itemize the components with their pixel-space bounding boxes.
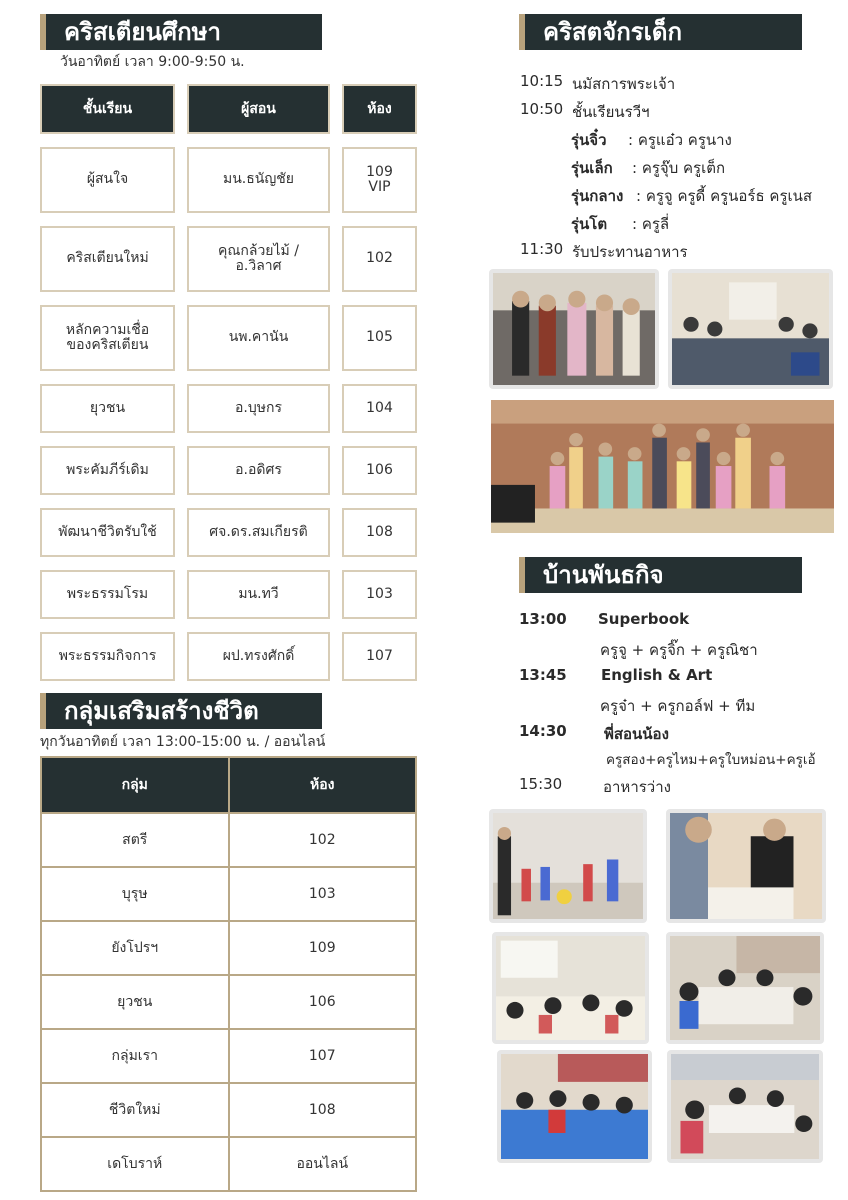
group-cell: ชีวิตใหม่ — [108, 1102, 161, 1118]
mission-photo-5 — [497, 1050, 652, 1163]
table-row — [42, 974, 415, 1028]
kids-lunch-text: รับประทานอาหาร — [572, 243, 688, 261]
class-cell: ผู้สนใจ — [40, 147, 175, 213]
room-cell: 102 — [342, 226, 417, 292]
kids-lunch-time: 11:30 — [520, 240, 564, 258]
table-row — [42, 866, 415, 920]
room-cell: 105 — [342, 305, 417, 371]
group-name: รุ่นเล็ก — [571, 159, 613, 177]
mission-photo-1 — [489, 809, 647, 923]
table-row — [42, 920, 415, 974]
mission-photo-6 — [667, 1050, 823, 1163]
teacher-cell: อ.บุษกร — [187, 384, 330, 433]
group-teachers: : ครูจู ครูดี้ ครูนอร์ธ ครูเนส — [636, 187, 813, 205]
group-cell: ยุวชน — [117, 994, 153, 1010]
teacher-cell: นพ.คานัน — [187, 305, 330, 371]
mission-activity: พี่สอนน้อง — [604, 725, 669, 743]
room-cell: 106 — [228, 976, 416, 1028]
teacher-cell: ผป.ทรงศักดิ์ — [187, 632, 330, 681]
class-cell: หลักความเชื่อ ของคริสเตียน — [40, 305, 175, 371]
group-teachers: : ครูจุ๊บ ครูเต็ก — [632, 159, 726, 177]
header-teacher: ผู้สอน — [187, 84, 330, 134]
mission-people: ครูสอง+ครูไหม+ครูใบหม่อน+ครูเอ้ — [606, 752, 816, 768]
class-cell: พระธรรมกิจการ — [40, 632, 175, 681]
teacher-cell: อ.อดิศร — [187, 446, 330, 495]
mission-activity: Superbook — [598, 610, 690, 628]
group-name: รุ่นโต — [571, 215, 608, 233]
teacher-cell: มน.ทวี — [187, 570, 330, 619]
room-cell: 109 — [228, 922, 416, 974]
mission-photo-2 — [666, 809, 826, 923]
mission-activity: อาหารว่าง — [603, 778, 671, 796]
table-header-row — [42, 758, 415, 812]
mission-photo-3 — [492, 932, 649, 1044]
teacher-cell: คุณกล้วยไม้ / อ.วิลาศ — [187, 226, 330, 292]
mission-time: 13:45 — [519, 666, 567, 684]
mission-people: ครูจู + ครูจิ๊ก + ครูณิชา — [600, 641, 758, 659]
header-room: ห้อง — [342, 84, 417, 134]
kids-item-2: ชั้นเรียนรวีฯ — [572, 103, 650, 121]
table-row — [42, 1136, 415, 1190]
group-teachers: : ครูลี่ — [632, 215, 670, 233]
christian-study-title: คริสเตียนศึกษา — [40, 14, 322, 50]
group-cell: บุรุษ — [121, 886, 148, 902]
group-name: รุ่นจิ๋ว — [571, 131, 607, 149]
teacher-cell: ศจ.ดร.สมเกียรติ — [187, 508, 330, 557]
mission-time: 13:00 — [519, 610, 567, 628]
room-cell: 107 — [228, 1030, 416, 1082]
kids-stage-photo — [487, 396, 838, 537]
mission-time: 14:30 — [519, 722, 567, 740]
header-class: ชั้นเรียน — [40, 84, 175, 134]
room-cell: 102 — [228, 814, 416, 866]
mission-house-title: บ้านพันธกิจ — [519, 557, 802, 593]
kids-church-title: คริสตจักรเด็ก — [519, 14, 802, 50]
life-groups-table — [40, 756, 417, 1192]
room-cell: 103 — [342, 570, 417, 619]
group-cell: สตรี — [122, 832, 148, 848]
class-cell: พระคัมภีร์เดิม — [40, 446, 175, 495]
kids-costume-photo — [489, 269, 659, 389]
class-cell: ยุวชน — [40, 384, 175, 433]
christian-study-schedule: วันอาทิตย์ เวลา 9:00-9:50 น. — [60, 54, 245, 70]
room-cell: 107 — [342, 632, 417, 681]
room-cell: 103 — [228, 868, 416, 920]
mission-activity: English & Art — [601, 666, 713, 684]
kids-item-1: นมัสการพระเจ้า — [572, 75, 676, 93]
life-groups-title: กลุ่มเสริมสร้างชีวิต — [40, 693, 322, 729]
header-group: กลุ่ม — [42, 758, 228, 812]
kids-band-photo — [668, 269, 833, 389]
group-name: รุ่นกลาง — [571, 187, 624, 205]
table-row — [42, 812, 415, 866]
header-room: ห้อง — [228, 758, 416, 812]
class-cell: พัฒนาชีวิตรับใช้ — [40, 508, 175, 557]
room-cell: 108 — [228, 1084, 416, 1136]
mission-time: 15:30 — [519, 775, 563, 793]
room-cell: 106 — [342, 446, 417, 495]
table-row — [42, 1028, 415, 1082]
class-cell: คริสเตียนใหม่ — [40, 226, 175, 292]
room-cell: 109 VIP — [342, 147, 417, 213]
life-groups-schedule: ทุกวันอาทิตย์ เวลา 13:00-15:00 น. / ออนไลน์ — [40, 734, 326, 750]
kids-time-1: 10:15 — [520, 72, 564, 90]
group-cell: เดโบราห์ — [107, 1156, 163, 1172]
kids-time-2: 10:50 — [520, 100, 564, 118]
room-cell: 104 — [342, 384, 417, 433]
group-cell: กลุ่มเรา — [111, 1048, 158, 1064]
mission-photo-4 — [666, 932, 824, 1044]
room-cell: 108 — [342, 508, 417, 557]
group-teachers: : ครูแอ๋ว ครูนาง — [628, 131, 732, 149]
group-cell: ยังโปรฯ — [111, 940, 159, 956]
teacher-cell: มน.ธนัญชัย — [187, 147, 330, 213]
room-cell: ออนไลน์ — [228, 1138, 416, 1190]
table-row — [42, 1082, 415, 1136]
mission-people: ครูจ๋า + ครูกอล์ฟ + ทีม — [600, 697, 756, 715]
class-cell: พระธรรมโรม — [40, 570, 175, 619]
